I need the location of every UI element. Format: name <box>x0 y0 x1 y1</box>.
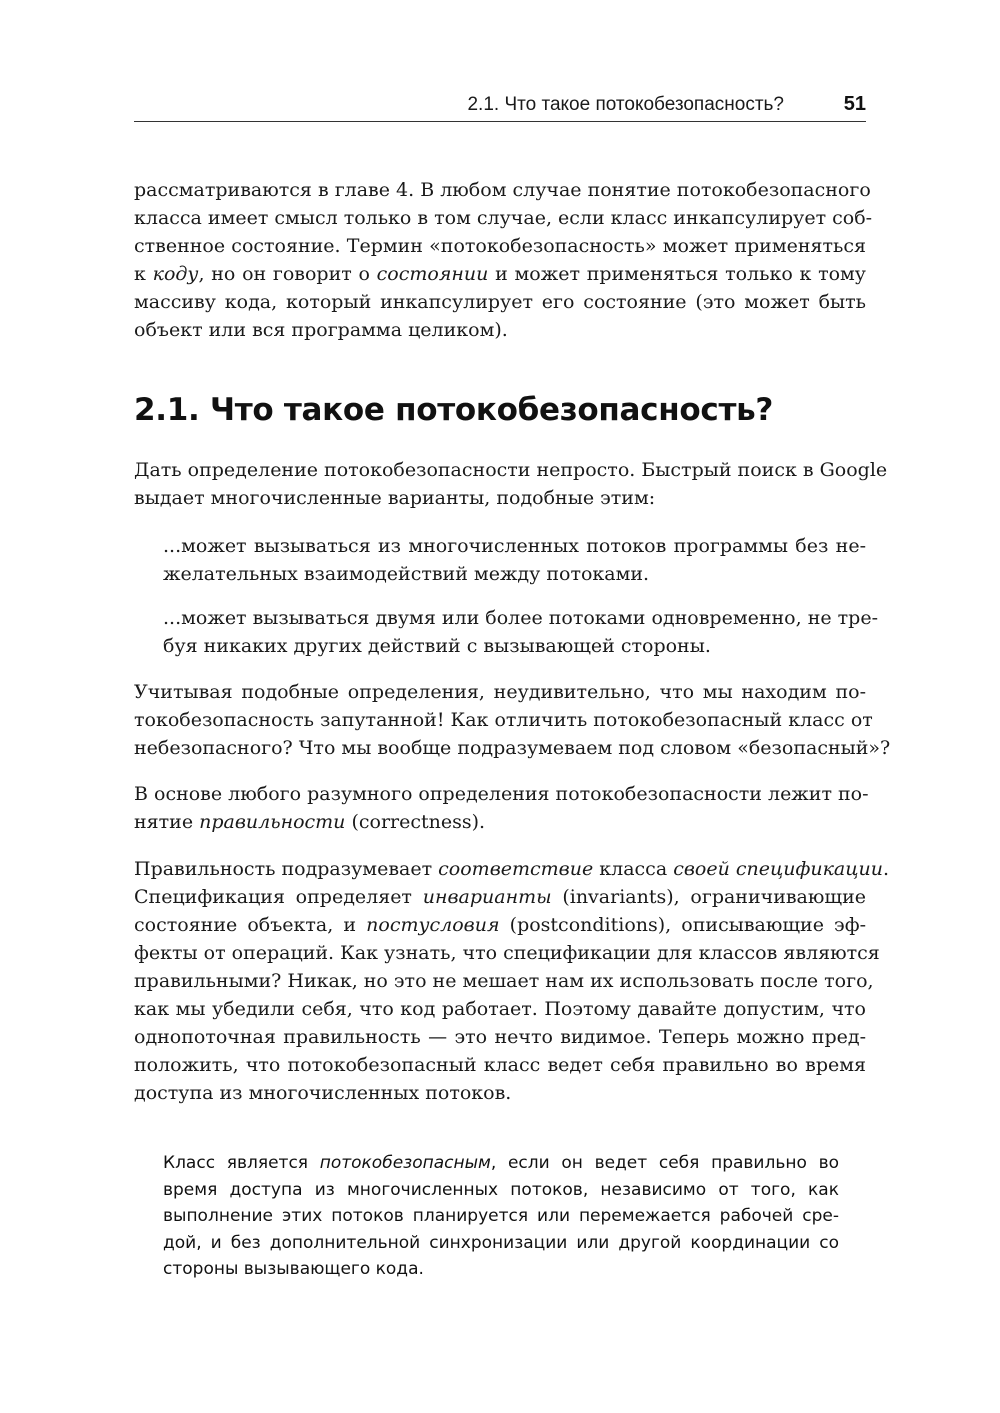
text-line: Учитывая подобные определения, неудивительно, что мы находим по- <box>134 681 866 703</box>
text-fragment: (correctness). <box>345 811 486 833</box>
quote-definition-1 <box>163 532 866 588</box>
text-line: положить, что потокобезопасный класс ведет себя правильно во время <box>134 1054 866 1076</box>
italic-term: коду <box>152 263 199 285</box>
text-line: рассматриваются в главе 4. В любом случае понятие потокобезопасного <box>134 179 871 201</box>
text-fragment: , но он говорит о <box>198 263 377 285</box>
text-line: дой, и без дополнительной синхронизации или другой координации со <box>163 1232 839 1253</box>
text-line: правильными? Никак, но это не мешает нам их использовать после того, <box>134 970 874 992</box>
paragraph-correctness <box>134 780 869 836</box>
text-fragment: (invariants), ограничивающие <box>551 886 866 908</box>
intro-paragraph <box>134 176 873 344</box>
text-line: Дать определение потокобезопасности непросто. Быстрый поиск в Google <box>134 459 888 481</box>
text-fragment: Правильность подразумевает <box>134 858 439 880</box>
text-line: небезопасного? Что мы вообще подразумеваем под словом «безопасный»? <box>134 737 891 759</box>
text-fragment: Класс является <box>163 1153 320 1173</box>
text-fragment: . <box>882 858 890 880</box>
text-line <box>134 808 866 836</box>
text-line <box>134 883 866 911</box>
text-fragment: состояние объекта, и <box>134 914 367 936</box>
text-line: В основе любого разумного определения потокобезопасности лежит по- <box>134 783 869 805</box>
text-line: однопоточная правильность — это нечто видимое. Теперь можно пред- <box>134 1026 866 1048</box>
text-fragment: (postconditions), описывающие эф- <box>499 914 866 936</box>
text-fragment: класса <box>593 858 674 880</box>
text-fragment: , если он ведет себя правильно во <box>490 1153 839 1173</box>
section-heading: 2.1. Что такое потокобезопасность? <box>134 392 774 428</box>
text-line: выполнение этих потоков планируется или перемежается рабочей сре- <box>163 1206 839 1226</box>
running-header-title: 2.1. Что такое потокобезопасность? <box>467 94 784 115</box>
paragraph-definition-search <box>134 456 888 512</box>
text-line: буя никаких других действий с вызывающей стороны. <box>163 635 711 657</box>
running-header <box>134 92 866 122</box>
text-line: желательных взаимодействий между потоками. <box>163 563 650 585</box>
text-line: массиву кода, который инкапсулирует его состояние (это может быть <box>134 291 866 313</box>
text-line: класса имеет смысл только в том случае, если класс инкапсулирует соб- <box>134 207 873 229</box>
text-line <box>134 260 866 288</box>
text-line: ...может вызываться из многочисленных потоков программы без не- <box>163 535 866 557</box>
paragraph-confusion <box>134 678 891 762</box>
text-line: токобезопасность запутанной! Как отличить потокобезопасный класс от <box>134 709 873 731</box>
italic-term: постусловия <box>366 914 500 936</box>
text-line: доступа из многочисленных потоков. <box>134 1082 512 1104</box>
text-fragment: нятие <box>134 811 200 833</box>
italic-term: потокобезопасным <box>319 1153 491 1173</box>
text-line <box>134 855 890 883</box>
italic-term: соответствие <box>438 858 594 880</box>
text-line: ...может вызываться двумя или более потоками одновременно, не тре- <box>163 607 878 629</box>
quote-definition-2 <box>163 604 878 660</box>
text-fragment: Спецификация определяет <box>134 886 423 908</box>
italic-term: правильности <box>199 811 346 833</box>
italic-term: состоянии <box>376 263 489 285</box>
paragraph-specification <box>134 855 890 1107</box>
text-line: фекты от операций. Как узнать, что спецификации для классов являются <box>134 942 880 964</box>
text-line: выдает многочисленные варианты, подобные этим: <box>134 487 656 509</box>
text-line: как мы убедили себя, что код работает. Поэтому давайте допустим, что <box>134 998 866 1020</box>
definition-box <box>163 1150 839 1283</box>
page-number: 51 <box>843 93 866 115</box>
text-line <box>163 1150 839 1177</box>
italic-term: инварианты <box>422 886 552 908</box>
text-line: ственное состояние. Термин «потокобезопасность» может применяться <box>134 235 866 257</box>
text-line: объект или вся программа целиком). <box>134 319 508 341</box>
text-line: время доступа из многочисленных потоков, независимо от того, как <box>163 1179 839 1200</box>
text-fragment: к <box>134 263 153 285</box>
italic-term: своей спецификации <box>673 858 883 880</box>
text-fragment: и может применяться только к тому <box>488 263 866 285</box>
text-line: стороны вызывающего кода. <box>163 1259 424 1279</box>
text-line <box>134 911 866 939</box>
